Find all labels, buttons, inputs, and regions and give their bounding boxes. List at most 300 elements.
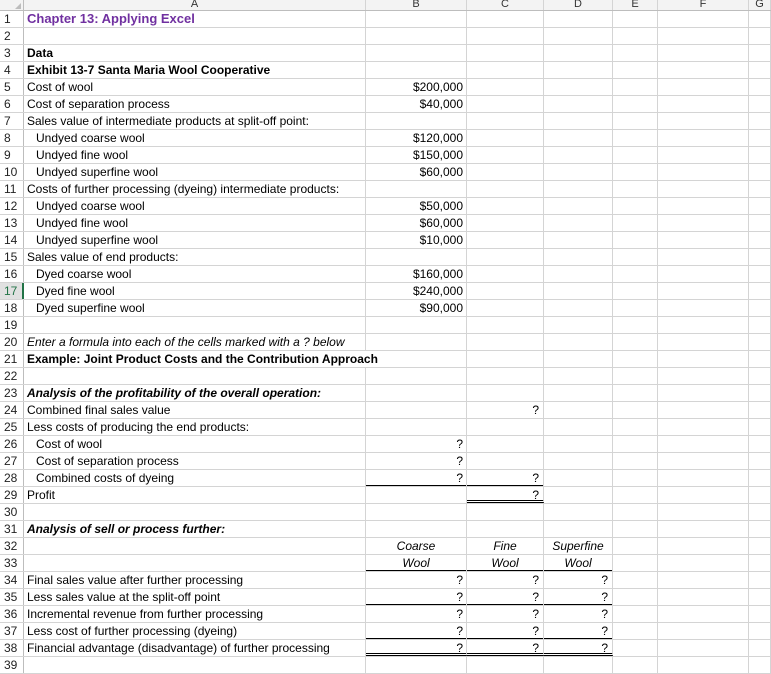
cell-g3[interactable]: [749, 45, 771, 61]
cell-b11[interactable]: [366, 181, 467, 197]
cell-b27[interactable]: ?: [366, 453, 467, 469]
cell-b23[interactable]: [366, 385, 467, 401]
cell-c18[interactable]: [467, 300, 544, 316]
cell-b2[interactable]: [366, 28, 467, 44]
cell-c39[interactable]: [467, 657, 544, 673]
column-header-g[interactable]: G: [749, 0, 771, 10]
cell-g19[interactable]: [749, 317, 771, 333]
cell-b3[interactable]: [366, 45, 467, 61]
cell-b34[interactable]: ?: [366, 572, 467, 588]
cell-f3[interactable]: [658, 45, 749, 61]
cell-g10[interactable]: [749, 164, 771, 180]
cell-e17[interactable]: [613, 283, 658, 299]
cell-f38[interactable]: [658, 640, 749, 656]
cell-f21[interactable]: [658, 351, 749, 367]
cell-d12[interactable]: [544, 198, 613, 214]
cell-c3[interactable]: [467, 45, 544, 61]
cell-a35[interactable]: Less sales value at the split-off point: [24, 589, 366, 605]
row-number[interactable]: 23: [0, 385, 24, 401]
cell-f33[interactable]: [658, 555, 749, 571]
cell-d19[interactable]: [544, 317, 613, 333]
cell-e20[interactable]: [613, 334, 658, 350]
cell-a2[interactable]: [24, 28, 366, 44]
cell-b36[interactable]: ?: [366, 606, 467, 622]
cell-e39[interactable]: [613, 657, 658, 673]
row-number[interactable]: 34: [0, 572, 24, 588]
cell-a25[interactable]: Less costs of producing the end products:: [24, 419, 366, 435]
row-number[interactable]: 31: [0, 521, 24, 537]
cell-d27[interactable]: [544, 453, 613, 469]
cell-g12[interactable]: [749, 198, 771, 214]
cell-e2[interactable]: [613, 28, 658, 44]
cell-c21[interactable]: [467, 351, 544, 367]
cell-b38[interactable]: ?: [366, 640, 467, 656]
cell-a8[interactable]: Undyed coarse wool: [24, 130, 366, 146]
cell-a3[interactable]: Data: [24, 45, 366, 61]
row-number[interactable]: 10: [0, 164, 24, 180]
cell-g18[interactable]: [749, 300, 771, 316]
cell-g29[interactable]: [749, 487, 771, 503]
cell-b1[interactable]: [366, 11, 467, 27]
cell-b31[interactable]: [366, 521, 467, 537]
cell-c5[interactable]: [467, 79, 544, 95]
cell-e8[interactable]: [613, 130, 658, 146]
cell-c2[interactable]: [467, 28, 544, 44]
cell-c8[interactable]: [467, 130, 544, 146]
cell-g23[interactable]: [749, 385, 771, 401]
cell-b29[interactable]: [366, 487, 467, 503]
cell-e5[interactable]: [613, 79, 658, 95]
cell-c34[interactable]: ?: [467, 572, 544, 588]
cell-d1[interactable]: [544, 11, 613, 27]
cell-f11[interactable]: [658, 181, 749, 197]
cell-b37[interactable]: ?: [366, 623, 467, 639]
cell-g14[interactable]: [749, 232, 771, 248]
cell-c27[interactable]: [467, 453, 544, 469]
cell-e31[interactable]: [613, 521, 658, 537]
cell-f4[interactable]: [658, 62, 749, 78]
row-number[interactable]: 30: [0, 504, 24, 520]
select-all-corner[interactable]: [0, 0, 24, 10]
row-number[interactable]: 25: [0, 419, 24, 435]
cell-b33[interactable]: Wool: [366, 555, 467, 571]
cell-b22[interactable]: [366, 368, 467, 384]
cell-f39[interactable]: [658, 657, 749, 673]
cell-a11[interactable]: Costs of further processing (dyeing) intermediate products:: [24, 181, 366, 197]
cell-f10[interactable]: [658, 164, 749, 180]
cell-b35[interactable]: ?: [366, 589, 467, 605]
row-number[interactable]: 18: [0, 300, 24, 316]
cell-d13[interactable]: [544, 215, 613, 231]
cell-c26[interactable]: [467, 436, 544, 452]
cell-a34[interactable]: Final sales value after further processing: [24, 572, 366, 588]
row-number[interactable]: 36: [0, 606, 24, 622]
cell-e13[interactable]: [613, 215, 658, 231]
cell-e32[interactable]: [613, 538, 658, 554]
row-number[interactable]: 5: [0, 79, 24, 95]
cell-c1[interactable]: [467, 11, 544, 27]
row-number[interactable]: 24: [0, 402, 24, 418]
cell-d28[interactable]: [544, 470, 613, 486]
cell-f5[interactable]: [658, 79, 749, 95]
cell-g34[interactable]: [749, 572, 771, 588]
cell-g11[interactable]: [749, 181, 771, 197]
cell-c22[interactable]: [467, 368, 544, 384]
cell-a6[interactable]: Cost of separation process: [24, 96, 366, 112]
cell-a22[interactable]: [24, 368, 366, 384]
cell-g22[interactable]: [749, 368, 771, 384]
cell-d30[interactable]: [544, 504, 613, 520]
cell-d29[interactable]: [544, 487, 613, 503]
cell-a15[interactable]: Sales value of end products:: [24, 249, 366, 265]
cell-b24[interactable]: [366, 402, 467, 418]
cell-c30[interactable]: [467, 504, 544, 520]
cell-f15[interactable]: [658, 249, 749, 265]
cell-f17[interactable]: [658, 283, 749, 299]
row-number[interactable]: 22: [0, 368, 24, 384]
cell-g36[interactable]: [749, 606, 771, 622]
cell-b26[interactable]: ?: [366, 436, 467, 452]
cell-f20[interactable]: [658, 334, 749, 350]
cell-a36[interactable]: Incremental revenue from further processing: [24, 606, 366, 622]
cell-e25[interactable]: [613, 419, 658, 435]
cell-e16[interactable]: [613, 266, 658, 282]
cell-e26[interactable]: [613, 436, 658, 452]
cell-f32[interactable]: [658, 538, 749, 554]
cell-b6[interactable]: $40,000: [366, 96, 467, 112]
row-number[interactable]: 8: [0, 130, 24, 146]
cell-c17[interactable]: [467, 283, 544, 299]
cell-a33[interactable]: [24, 555, 366, 571]
cell-a39[interactable]: [24, 657, 366, 673]
cell-c11[interactable]: [467, 181, 544, 197]
cell-g25[interactable]: [749, 419, 771, 435]
cell-f22[interactable]: [658, 368, 749, 384]
cell-b13[interactable]: $60,000: [366, 215, 467, 231]
cell-e33[interactable]: [613, 555, 658, 571]
column-header-d[interactable]: D: [544, 0, 613, 10]
cell-c16[interactable]: [467, 266, 544, 282]
cell-c13[interactable]: [467, 215, 544, 231]
cell-f34[interactable]: [658, 572, 749, 588]
cell-f19[interactable]: [658, 317, 749, 333]
column-header-a[interactable]: A: [24, 0, 366, 10]
row-number[interactable]: 20: [0, 334, 24, 350]
cell-d33[interactable]: Wool: [544, 555, 613, 571]
cell-d34[interactable]: ?: [544, 572, 613, 588]
cell-f28[interactable]: [658, 470, 749, 486]
cell-c14[interactable]: [467, 232, 544, 248]
column-header-c[interactable]: C: [467, 0, 544, 10]
cell-a29[interactable]: Profit: [24, 487, 366, 503]
cell-f14[interactable]: [658, 232, 749, 248]
cell-d32[interactable]: Superfine: [544, 538, 613, 554]
cell-b12[interactable]: $50,000: [366, 198, 467, 214]
cell-f18[interactable]: [658, 300, 749, 316]
cell-a23[interactable]: Analysis of the profitability of the overall operation:: [24, 385, 366, 401]
cell-e19[interactable]: [613, 317, 658, 333]
row-number[interactable]: 6: [0, 96, 24, 112]
cell-c19[interactable]: [467, 317, 544, 333]
cell-c35[interactable]: ?: [467, 589, 544, 605]
column-header-e[interactable]: E: [613, 0, 658, 10]
cell-b16[interactable]: $160,000: [366, 266, 467, 282]
cell-f37[interactable]: [658, 623, 749, 639]
cell-d6[interactable]: [544, 96, 613, 112]
cell-f29[interactable]: [658, 487, 749, 503]
cell-c10[interactable]: [467, 164, 544, 180]
row-number-selected[interactable]: 17: [0, 283, 24, 299]
cell-e15[interactable]: [613, 249, 658, 265]
cell-f2[interactable]: [658, 28, 749, 44]
row-number[interactable]: 15: [0, 249, 24, 265]
cell-a7[interactable]: Sales value of intermediate products at split-off point:: [24, 113, 366, 129]
cell-e30[interactable]: [613, 504, 658, 520]
cell-e11[interactable]: [613, 181, 658, 197]
cell-d9[interactable]: [544, 147, 613, 163]
cell-g9[interactable]: [749, 147, 771, 163]
row-number[interactable]: 4: [0, 62, 24, 78]
row-number[interactable]: 33: [0, 555, 24, 571]
cell-c15[interactable]: [467, 249, 544, 265]
cell-d10[interactable]: [544, 164, 613, 180]
cell-d37[interactable]: ?: [544, 623, 613, 639]
row-number[interactable]: 16: [0, 266, 24, 282]
cell-a30[interactable]: [24, 504, 366, 520]
cell-a38[interactable]: Financial advantage (disadvantage) of further processing: [24, 640, 366, 656]
cell-a24[interactable]: Combined final sales value: [24, 402, 366, 418]
cell-d4[interactable]: [544, 62, 613, 78]
cell-d7[interactable]: [544, 113, 613, 129]
cell-b21[interactable]: [366, 351, 467, 367]
row-number[interactable]: 21: [0, 351, 24, 367]
cell-g30[interactable]: [749, 504, 771, 520]
row-number[interactable]: 35: [0, 589, 24, 605]
cell-e36[interactable]: [613, 606, 658, 622]
cell-d2[interactable]: [544, 28, 613, 44]
row-number[interactable]: 7: [0, 113, 24, 129]
cell-c31[interactable]: [467, 521, 544, 537]
cell-b28[interactable]: ?: [366, 470, 467, 486]
cell-a5[interactable]: Cost of wool: [24, 79, 366, 95]
cell-a31[interactable]: Analysis of sell or process further:: [24, 521, 366, 537]
row-number[interactable]: 29: [0, 487, 24, 503]
row-number[interactable]: 37: [0, 623, 24, 639]
cell-f35[interactable]: [658, 589, 749, 605]
cell-f26[interactable]: [658, 436, 749, 452]
cell-a17[interactable]: Dyed fine wool: [24, 283, 366, 299]
cell-g15[interactable]: [749, 249, 771, 265]
cell-d3[interactable]: [544, 45, 613, 61]
cell-g37[interactable]: [749, 623, 771, 639]
cell-e38[interactable]: [613, 640, 658, 656]
cell-a19[interactable]: [24, 317, 366, 333]
cell-d14[interactable]: [544, 232, 613, 248]
cell-d11[interactable]: [544, 181, 613, 197]
cell-a10[interactable]: Undyed superfine wool: [24, 164, 366, 180]
cell-a20[interactable]: Enter a formula into each of the cells marked with a ? below: [24, 334, 366, 350]
cell-a27[interactable]: Cost of separation process: [24, 453, 366, 469]
row-number[interactable]: 38: [0, 640, 24, 656]
cell-c25[interactable]: [467, 419, 544, 435]
cell-a12[interactable]: Undyed coarse wool: [24, 198, 366, 214]
cell-a9[interactable]: Undyed fine wool: [24, 147, 366, 163]
cell-f23[interactable]: [658, 385, 749, 401]
cell-a28[interactable]: Combined costs of dyeing: [24, 470, 366, 486]
cell-a18[interactable]: Dyed superfine wool: [24, 300, 366, 316]
cell-b39[interactable]: [366, 657, 467, 673]
cell-e23[interactable]: [613, 385, 658, 401]
cell-e7[interactable]: [613, 113, 658, 129]
cell-d39[interactable]: [544, 657, 613, 673]
cell-g7[interactable]: [749, 113, 771, 129]
cell-e4[interactable]: [613, 62, 658, 78]
cell-d8[interactable]: [544, 130, 613, 146]
cell-b20[interactable]: [366, 334, 467, 350]
cell-b25[interactable]: [366, 419, 467, 435]
cell-g21[interactable]: [749, 351, 771, 367]
cell-b10[interactable]: $60,000: [366, 164, 467, 180]
cell-d36[interactable]: ?: [544, 606, 613, 622]
cell-a13[interactable]: Undyed fine wool: [24, 215, 366, 231]
cell-c24[interactable]: ?: [467, 402, 544, 418]
cell-d31[interactable]: [544, 521, 613, 537]
cell-f9[interactable]: [658, 147, 749, 163]
cell-e12[interactable]: [613, 198, 658, 214]
cell-g4[interactable]: [749, 62, 771, 78]
row-number[interactable]: 1: [0, 11, 24, 27]
cell-f6[interactable]: [658, 96, 749, 112]
cell-d38[interactable]: ?: [544, 640, 613, 656]
cell-f36[interactable]: [658, 606, 749, 622]
cell-e37[interactable]: [613, 623, 658, 639]
cell-f7[interactable]: [658, 113, 749, 129]
cell-c7[interactable]: [467, 113, 544, 129]
cell-b18[interactable]: $90,000: [366, 300, 467, 316]
row-number[interactable]: 12: [0, 198, 24, 214]
cell-g28[interactable]: [749, 470, 771, 486]
cell-d15[interactable]: [544, 249, 613, 265]
cell-b14[interactable]: $10,000: [366, 232, 467, 248]
row-number[interactable]: 9: [0, 147, 24, 163]
cell-g20[interactable]: [749, 334, 771, 350]
cell-e14[interactable]: [613, 232, 658, 248]
cell-b7[interactable]: [366, 113, 467, 129]
cell-e34[interactable]: [613, 572, 658, 588]
cell-d24[interactable]: [544, 402, 613, 418]
cell-c12[interactable]: [467, 198, 544, 214]
cell-a16[interactable]: Dyed coarse wool: [24, 266, 366, 282]
cell-e10[interactable]: [613, 164, 658, 180]
cell-f13[interactable]: [658, 215, 749, 231]
cell-g33[interactable]: [749, 555, 771, 571]
cell-e21[interactable]: [613, 351, 658, 367]
cell-g26[interactable]: [749, 436, 771, 452]
row-number[interactable]: 13: [0, 215, 24, 231]
cell-g32[interactable]: [749, 538, 771, 554]
cell-e27[interactable]: [613, 453, 658, 469]
cell-d22[interactable]: [544, 368, 613, 384]
cell-d23[interactable]: [544, 385, 613, 401]
cell-e18[interactable]: [613, 300, 658, 316]
cell-c36[interactable]: ?: [467, 606, 544, 622]
cell-c20[interactable]: [467, 334, 544, 350]
cell-d5[interactable]: [544, 79, 613, 95]
row-number[interactable]: 3: [0, 45, 24, 61]
cell-c6[interactable]: [467, 96, 544, 112]
cell-f30[interactable]: [658, 504, 749, 520]
cell-g17[interactable]: [749, 283, 771, 299]
row-number[interactable]: 39: [0, 657, 24, 673]
column-header-b[interactable]: B: [366, 0, 467, 10]
cell-g16[interactable]: [749, 266, 771, 282]
cell-f27[interactable]: [658, 453, 749, 469]
cell-g27[interactable]: [749, 453, 771, 469]
cell-c28[interactable]: ?: [467, 470, 544, 486]
cell-a21[interactable]: [24, 351, 378, 367]
cell-b15[interactable]: [366, 249, 467, 265]
cell-e28[interactable]: [613, 470, 658, 486]
row-number[interactable]: 27: [0, 453, 24, 469]
cell-g5[interactable]: [749, 79, 771, 95]
cell-g35[interactable]: [749, 589, 771, 605]
cell-g13[interactable]: [749, 215, 771, 231]
cell-b4[interactable]: [366, 62, 467, 78]
cell-a26[interactable]: Cost of wool: [24, 436, 366, 452]
cell-g6[interactable]: [749, 96, 771, 112]
cell-c32[interactable]: Fine: [467, 538, 544, 554]
cell-a1[interactable]: Chapter 13: Applying Excel: [24, 11, 366, 27]
cell-f24[interactable]: [658, 402, 749, 418]
cell-g38[interactable]: [749, 640, 771, 656]
cell-e3[interactable]: [613, 45, 658, 61]
cell-c23[interactable]: [467, 385, 544, 401]
cell-d26[interactable]: [544, 436, 613, 452]
cell-g24[interactable]: [749, 402, 771, 418]
cell-e1[interactable]: [613, 11, 658, 27]
cell-e24[interactable]: [613, 402, 658, 418]
cell-c4[interactable]: [467, 62, 544, 78]
cell-g31[interactable]: [749, 521, 771, 537]
cell-e6[interactable]: [613, 96, 658, 112]
cell-f1[interactable]: [658, 11, 749, 27]
cell-b30[interactable]: [366, 504, 467, 520]
cell-e22[interactable]: [613, 368, 658, 384]
cell-g2[interactable]: [749, 28, 771, 44]
cell-g1[interactable]: [749, 11, 771, 27]
cell-f31[interactable]: [658, 521, 749, 537]
row-number[interactable]: 14: [0, 232, 24, 248]
cell-d25[interactable]: [544, 419, 613, 435]
cell-g8[interactable]: [749, 130, 771, 146]
cell-b8[interactable]: $120,000: [366, 130, 467, 146]
cell-d35[interactable]: ?: [544, 589, 613, 605]
cell-d17[interactable]: [544, 283, 613, 299]
cell-e9[interactable]: [613, 147, 658, 163]
cell-d21[interactable]: [544, 351, 613, 367]
cell-c33[interactable]: Wool: [467, 555, 544, 571]
cell-f12[interactable]: [658, 198, 749, 214]
cell-a4[interactable]: Exhibit 13-7 Santa Maria Wool Cooperative: [24, 62, 366, 78]
row-number[interactable]: 26: [0, 436, 24, 452]
cell-e29[interactable]: [613, 487, 658, 503]
column-header-f[interactable]: F: [658, 0, 749, 10]
cell-b32[interactable]: Coarse: [366, 538, 467, 554]
cell-d16[interactable]: [544, 266, 613, 282]
cell-f25[interactable]: [658, 419, 749, 435]
cell-e35[interactable]: [613, 589, 658, 605]
row-number[interactable]: 19: [0, 317, 24, 333]
